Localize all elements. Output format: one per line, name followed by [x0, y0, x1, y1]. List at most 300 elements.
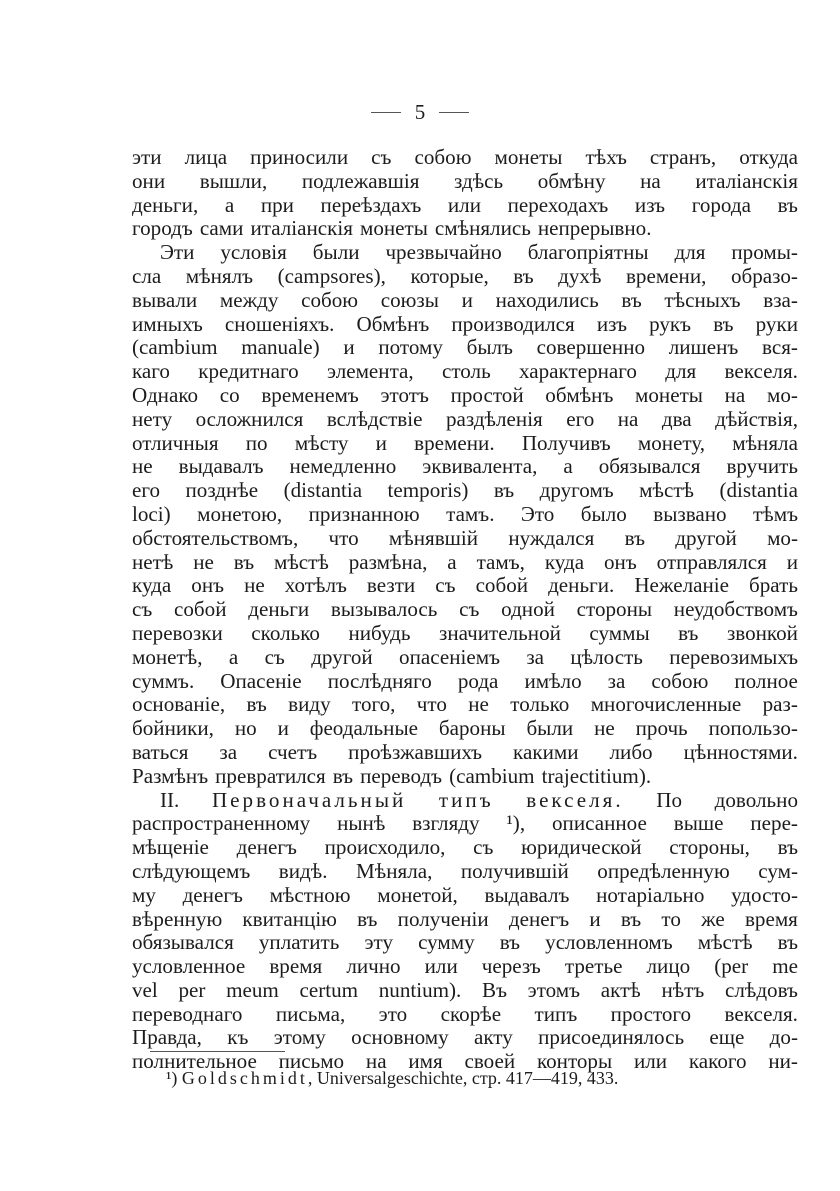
word: условленное [132, 954, 246, 979]
word: собою [414, 145, 472, 169]
word: съ [264, 644, 285, 669]
word: времени. [414, 430, 495, 455]
word: хотѣлъ [284, 573, 347, 598]
footnote-author: Goldschmidt [181, 1068, 308, 1088]
word: этомъ [527, 977, 581, 1002]
word: онъ [603, 549, 637, 574]
word: meum [226, 977, 279, 1002]
word: въ [777, 835, 798, 860]
word: рода [457, 668, 499, 693]
word: немедленно [289, 454, 397, 479]
word: сношеніяхъ. [224, 311, 335, 336]
word: переходахъ [507, 192, 609, 217]
word: его [566, 406, 595, 431]
word: образо- [730, 263, 798, 288]
word: попользо- [708, 716, 798, 741]
word: куда [544, 549, 585, 574]
word: со [219, 382, 240, 407]
word: тамъ, [476, 549, 525, 574]
word: дѣйствія, [715, 406, 798, 431]
word: они [132, 168, 166, 193]
word: для [665, 359, 697, 384]
body-text [132, 146, 798, 1074]
word: этому [273, 1025, 326, 1050]
word: какого [688, 1049, 747, 1074]
word: Мѣняла, [356, 858, 433, 883]
word: векселя. [526, 787, 624, 812]
word: вся- [762, 335, 798, 360]
word: мѣнявшій [388, 525, 479, 550]
word: мо- [766, 382, 798, 407]
word: обмѣнъ [545, 382, 614, 407]
word: тѣмъ [753, 501, 798, 526]
word: признанною [308, 501, 420, 526]
word: Нежеланіе [634, 573, 729, 598]
word: въ [624, 525, 645, 550]
word: находились [495, 287, 599, 312]
text-line [132, 812, 798, 836]
word: или [447, 192, 481, 217]
word: Правда, [132, 1025, 202, 1050]
word: выдавалъ [178, 454, 264, 479]
word: онъ [191, 573, 225, 598]
text-line [132, 574, 798, 598]
word: на [640, 168, 661, 193]
word: въ [332, 763, 354, 788]
word: суммъ. [132, 668, 195, 693]
word: обстоятельствомъ, [132, 525, 299, 550]
word: отправлялся [656, 549, 767, 574]
word: руки [755, 311, 798, 336]
word: италіанскія [250, 216, 353, 241]
word: полное [734, 668, 798, 693]
word: въ [713, 311, 734, 336]
text-line [132, 860, 798, 884]
text-line [132, 622, 798, 646]
word: Это [520, 501, 555, 526]
text-line [132, 289, 798, 313]
word: собой [174, 597, 227, 622]
text-line [132, 479, 798, 503]
word: чрезвычайно [385, 240, 502, 265]
word: до- [769, 1025, 798, 1050]
word: въ [777, 192, 798, 217]
word: съ [435, 573, 456, 598]
word: векселя. [724, 1001, 798, 1026]
word: мѣсту [294, 430, 349, 455]
word: были [526, 716, 574, 741]
word: нету [132, 406, 173, 431]
text-line [132, 146, 798, 170]
word: по [245, 430, 268, 455]
word: того, [352, 692, 396, 717]
word: были [312, 240, 360, 265]
word: получившій [460, 858, 569, 883]
word: ваться [132, 739, 189, 764]
word: монеты [359, 216, 428, 241]
word: вза- [763, 287, 798, 312]
word: въ [357, 906, 378, 931]
word: переводъ [360, 763, 443, 788]
footnote-rule [150, 1051, 285, 1052]
word: юридической [521, 835, 642, 860]
word: элемента, [327, 359, 414, 384]
word: Въ [482, 977, 507, 1002]
word: либо [609, 739, 653, 764]
word: и [277, 716, 289, 741]
word: (distantia [283, 478, 363, 503]
word: Размѣнъ [132, 763, 209, 788]
text-line [132, 884, 798, 908]
word: письмо [278, 1049, 345, 1074]
word: кредитнаго [198, 359, 299, 384]
word: осложнился [195, 406, 304, 431]
word: деньги. [548, 573, 615, 598]
word: временемъ [261, 382, 359, 407]
word: II. [160, 787, 180, 812]
text-line [132, 646, 798, 670]
word: вывали [132, 287, 198, 312]
word: монетою, [197, 501, 283, 526]
text-line [132, 598, 798, 622]
word: выдавалъ [484, 882, 570, 907]
word: и [343, 335, 355, 360]
word: то [661, 906, 681, 931]
word: слѣдующемъ [132, 858, 251, 883]
word: стороны [576, 597, 653, 622]
word: и [461, 287, 473, 312]
word: италіанскія [695, 168, 798, 193]
word: описанное [551, 811, 647, 836]
word: а [224, 192, 235, 217]
word: потому [378, 335, 443, 360]
word: certum [299, 977, 359, 1002]
word: (campsores), [277, 263, 386, 288]
word: какими [513, 739, 579, 764]
word: распространенному [132, 811, 311, 836]
word: духѣ [558, 263, 602, 288]
word: простого [610, 1001, 692, 1026]
text-line [132, 265, 798, 289]
page-header [0, 100, 840, 125]
word: (cambium [449, 763, 535, 788]
word: ни- [768, 1049, 798, 1074]
word: въ [233, 549, 255, 574]
word: слѣдовъ [724, 977, 798, 1002]
word: совершенно [536, 335, 646, 360]
text-line [132, 384, 798, 408]
word: или [633, 1049, 668, 1074]
word: письма, [275, 1001, 346, 1026]
word: другой [311, 644, 373, 669]
word: въ [678, 620, 699, 645]
word: loci) [132, 501, 171, 526]
word: опасеніемъ [399, 644, 500, 669]
word: присоединялось [538, 1025, 685, 1050]
word: это [378, 1001, 408, 1026]
word: два [661, 406, 692, 431]
text-line [132, 432, 798, 456]
word: простой [450, 382, 524, 407]
word: квитанцію [242, 906, 337, 931]
word: перевозимыхъ [669, 644, 798, 669]
word: не [468, 692, 489, 717]
word: тѣхъ [585, 145, 627, 169]
word: производился [451, 311, 575, 336]
word: обмѣну [537, 168, 606, 193]
text-line [132, 741, 798, 765]
word: полнительное [132, 1049, 257, 1074]
word: не [193, 549, 214, 574]
word: собою [301, 287, 359, 312]
word: пере- [750, 811, 798, 836]
text-line [132, 241, 798, 265]
word: скорѣе [440, 1001, 502, 1026]
word: основному [351, 1025, 449, 1050]
word: типъ [438, 787, 494, 812]
word: на [617, 406, 639, 431]
word: съ [459, 597, 480, 622]
word: цѣнностями. [683, 739, 798, 764]
text-line [132, 194, 798, 218]
word: manuale) [241, 335, 320, 360]
word: эти [132, 145, 162, 169]
word: которые, [410, 263, 489, 288]
word: денегъ [236, 835, 297, 860]
word: и [375, 430, 387, 455]
word: изъ [596, 311, 628, 336]
text-line [132, 670, 798, 694]
word: (distantia [719, 478, 798, 503]
text-line [132, 693, 798, 717]
word: между [219, 287, 279, 312]
word: брать [749, 573, 798, 598]
word: за [607, 668, 626, 693]
word: нуждался [508, 525, 595, 550]
word: что [328, 525, 359, 550]
word: уплатить [258, 930, 340, 955]
word: деньги, [132, 192, 199, 217]
word: еще [709, 1025, 745, 1050]
word: сум- [758, 858, 798, 883]
word: звонкой [726, 620, 798, 645]
word: непрерывно. [537, 216, 652, 241]
word: актѣ [600, 977, 641, 1002]
text-line [132, 217, 798, 241]
word: Получивъ [521, 430, 611, 455]
word: му [132, 882, 156, 907]
word: черезъ [481, 954, 541, 979]
word: суммы [589, 620, 650, 645]
word: куда [132, 573, 172, 598]
word: мѣстною [269, 882, 351, 907]
word: вѣренную [132, 906, 223, 931]
word: его [132, 478, 161, 503]
word: векселя. [724, 359, 798, 384]
word: ¹), [506, 811, 526, 836]
word: монеты [635, 382, 703, 407]
word: temporis) [387, 478, 469, 503]
word: везти [366, 573, 416, 598]
word: мѣстѣ [697, 930, 753, 955]
word: промы- [731, 240, 798, 265]
word: мѣстѣ [274, 549, 329, 574]
word: здѣсь [454, 168, 504, 193]
word: выше [673, 811, 724, 836]
word: въ [621, 287, 642, 312]
word: имныхъ [132, 311, 203, 336]
word: происходило, [324, 835, 446, 860]
word: цѣлость [570, 644, 643, 669]
word: полученіи [397, 906, 489, 931]
text-line [132, 503, 798, 527]
word: было [580, 501, 627, 526]
word: одной [501, 597, 555, 622]
word: характернаго [519, 359, 637, 384]
word: монеты [494, 145, 563, 169]
word: изъ [634, 192, 666, 217]
word: съ [473, 835, 494, 860]
text-line [132, 931, 798, 955]
word: переѣздахъ [320, 192, 422, 217]
word: вызывалось [330, 597, 438, 622]
word: монету, [637, 430, 706, 455]
word: подлежавшія [301, 168, 420, 193]
word: типъ [534, 1001, 578, 1026]
word: городъ [132, 216, 193, 241]
footnote [166, 1068, 618, 1089]
word: мѣщеніе [132, 835, 209, 860]
word: третье [564, 954, 623, 979]
text-line [132, 1003, 798, 1027]
word: Первоначальный [211, 787, 407, 812]
word: конторы [536, 1049, 613, 1074]
word: прочь [635, 716, 688, 741]
word: союзы [380, 287, 439, 312]
word: (per [714, 954, 749, 979]
word: же [701, 906, 725, 931]
word: но [234, 716, 257, 741]
header-dash-left [371, 112, 401, 113]
word: имя [408, 1049, 443, 1074]
word: другой [675, 525, 737, 550]
word: рукъ [649, 311, 692, 336]
word: обязывался [598, 454, 701, 479]
word: съ [132, 597, 153, 622]
word: приносили [250, 145, 349, 169]
word: въ [620, 906, 642, 931]
word: отличныя [132, 430, 219, 455]
text-line [132, 408, 798, 432]
word: По [656, 787, 683, 812]
word: перевозки [132, 620, 223, 645]
word: лицо [646, 954, 691, 979]
word: условія [220, 240, 287, 265]
text-line [132, 360, 798, 384]
word: вызвано [653, 501, 727, 526]
word: сумму [418, 930, 475, 955]
word: обязывался [132, 930, 234, 955]
word: времени, [625, 263, 707, 288]
word: деньги [248, 597, 310, 622]
word: за [219, 739, 238, 764]
word: нетѣ [132, 549, 174, 574]
footnote-text: , Universalgeschichte, стр. 417—419, 433. [307, 1068, 619, 1088]
word: многочисленные [590, 692, 742, 717]
word: сла [132, 263, 162, 288]
page-number: 5 [414, 100, 426, 124]
word: нотаріально [596, 882, 705, 907]
text-line [132, 765, 798, 789]
word: смѣнялись [434, 216, 531, 241]
word: видѣ. [278, 858, 328, 883]
word: феодальные [309, 716, 418, 741]
word: основаніе, [132, 692, 226, 717]
word: удосто- [731, 882, 798, 907]
word: города [691, 192, 751, 217]
word: для [674, 240, 706, 265]
word: лишенъ [668, 335, 739, 360]
word: на [365, 1049, 387, 1074]
word: Обмѣнъ [356, 311, 430, 336]
word: сколько [251, 620, 320, 645]
word: монетой, [377, 882, 458, 907]
word: бойники, [132, 716, 214, 741]
word: нынѣ [337, 811, 386, 836]
text-line [132, 455, 798, 479]
word: монетѣ, [132, 644, 203, 669]
word: vel [132, 977, 158, 1002]
word: эту [364, 930, 393, 955]
word: въ [499, 930, 521, 955]
text-line [132, 170, 798, 194]
text-line [132, 979, 798, 1003]
word: а [228, 644, 239, 669]
word: нѣтъ [661, 977, 705, 1002]
word: не [594, 716, 615, 741]
word: не [244, 573, 265, 598]
word: мо- [767, 525, 798, 550]
word: денегъ [182, 882, 243, 907]
word: trajectitium). [541, 763, 652, 788]
word: бароны [438, 716, 506, 741]
word: собой [475, 573, 529, 598]
word: вручить [726, 454, 798, 479]
word: вышли, [199, 168, 268, 193]
word: тѣсныхъ [664, 287, 741, 312]
word: лично [346, 954, 401, 979]
text-line [132, 789, 798, 813]
word: время [269, 954, 323, 979]
word: время [744, 906, 798, 931]
word: имѣло [524, 668, 582, 693]
text-line [132, 836, 798, 860]
text-line [132, 527, 798, 551]
text-line [132, 1026, 798, 1050]
word: нибудь [348, 620, 411, 645]
word: мѣняла [732, 430, 798, 455]
word: довольно [714, 787, 798, 812]
word: стороны, [669, 835, 750, 860]
word: каго [132, 359, 170, 384]
word: и [589, 906, 601, 931]
word: при [260, 192, 294, 217]
word: столь [441, 359, 491, 384]
word: Однако [132, 382, 199, 407]
word: (cambium [132, 335, 218, 360]
word: сами [199, 216, 244, 241]
word: этотъ [380, 382, 429, 407]
